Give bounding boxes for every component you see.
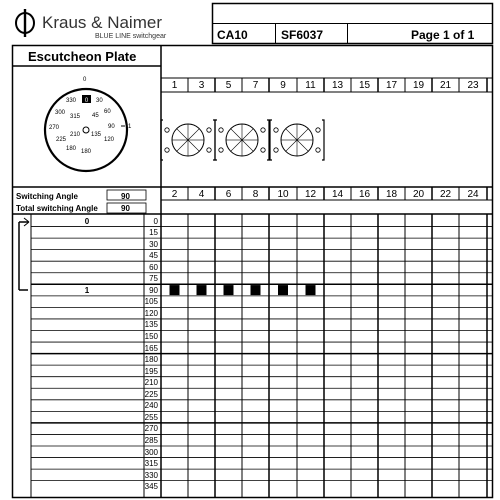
- terminal-bottom-20: 20: [412, 189, 425, 200]
- position-angle-60: 60: [149, 262, 158, 272]
- total-switching-angle-label: Total switching Angle: [16, 204, 98, 213]
- terminal-bottom-14: 14: [331, 189, 344, 200]
- terminal-top-3: 3: [198, 80, 205, 91]
- dial-label-45: 45: [92, 113, 99, 119]
- terminal-top-9: 9: [280, 80, 286, 91]
- position-angle-285: 285: [144, 435, 158, 445]
- position-angle-195: 195: [144, 366, 158, 376]
- position-angle-150: 150: [144, 332, 158, 341]
- position-name-1: 1: [84, 285, 90, 295]
- terminal-bottom-24: 24: [467, 189, 479, 200]
- terminal-bottom-6: 6: [225, 189, 232, 200]
- dial-label-135: 135: [91, 132, 102, 138]
- position-angle-165: 165: [144, 343, 158, 353]
- dial-position-1: 1: [128, 124, 132, 130]
- terminal-bottom-2: 2: [171, 189, 178, 200]
- terminal-top-21: 21: [439, 80, 452, 91]
- position-angle-330: 330: [144, 470, 158, 480]
- terminal-top-23: 23: [467, 80, 479, 91]
- escutcheon-title: Escutcheon Plate: [28, 49, 137, 64]
- dial-label-0: 0: [83, 77, 87, 83]
- contact-closed-1: [197, 285, 207, 295]
- switching-angle-label: Switching Angle: [16, 192, 78, 201]
- contact-closed-5: [306, 285, 316, 295]
- terminal-top-5: 5: [225, 80, 232, 91]
- position-angle-30: 30: [149, 239, 158, 249]
- svg-text:0: 0: [84, 98, 89, 104]
- position-angle-90: 90: [149, 285, 158, 295]
- brand-logo: [14, 8, 36, 38]
- escutcheon-dial: [20, 72, 160, 192]
- position-angle-225: 225: [144, 389, 158, 399]
- page-indicator: Page 1 of 1: [411, 28, 475, 42]
- terminal-top-7: 7: [252, 80, 259, 91]
- model-number: CA10: [217, 28, 248, 42]
- position-angle-210: 210: [144, 378, 158, 388]
- position-angle-120: 120: [144, 308, 158, 318]
- dial-label-240: 225: [56, 137, 67, 143]
- contact-closed-2: [224, 285, 234, 295]
- position-angle-345: 345: [144, 482, 158, 492]
- brand-name: Kraus & Naimer: [42, 13, 162, 32]
- dial-label-60: 60: [104, 109, 111, 115]
- contact-closed-3: [251, 285, 261, 295]
- terminal-bottom-10: 10: [277, 189, 289, 200]
- position-angle-75: 75: [149, 274, 158, 284]
- contact-closed-0: [170, 285, 180, 295]
- terminal-top-13: 13: [331, 80, 344, 91]
- position-angle-255: 255: [144, 412, 158, 422]
- switching-angle-value: 90: [121, 192, 130, 201]
- contact-block-icon-0: [161, 120, 215, 160]
- contact-block-icon-1: [215, 120, 269, 160]
- dial-label-315: 315: [70, 114, 81, 120]
- terminal-bottom-16: 16: [358, 189, 371, 200]
- position-angle-300: 300: [144, 447, 158, 457]
- brand-subtitle: BLUE LINE switchgear: [95, 33, 167, 40]
- dial-label-180: 180: [81, 149, 92, 155]
- terminal-bottom-4: 4: [198, 189, 205, 200]
- position-name-0: 0: [84, 216, 90, 226]
- dial-label-270: 270: [49, 125, 60, 131]
- position-angle-180: 180: [144, 355, 158, 365]
- position-angle-105: 105: [144, 297, 158, 307]
- code-number: SF6037: [281, 28, 324, 42]
- terminal-top-15: 15: [358, 80, 371, 91]
- dial-label-330: 330: [66, 98, 77, 104]
- position-angle-0: 0: [153, 216, 158, 226]
- position-angle-240: 240: [144, 401, 158, 411]
- dial-label-30: 30: [96, 98, 103, 104]
- dial-icon: [20, 72, 160, 192]
- terminal-top-11: 11: [305, 80, 316, 91]
- position-angle-15: 15: [149, 228, 158, 238]
- terminal-top-1: 1: [171, 80, 178, 91]
- terminal-bottom-18: 18: [385, 189, 398, 200]
- terminal-bottom-22: 22: [439, 189, 452, 200]
- logo-phi-icon: [14, 8, 36, 38]
- contact-closed-4: [278, 285, 288, 295]
- dial-label-225: 210: [70, 132, 81, 138]
- position-angle-315: 315: [144, 459, 158, 469]
- terminal-top-19: 19: [412, 80, 425, 91]
- terminal-bottom-12: 12: [304, 189, 317, 200]
- position-angle-45: 45: [149, 251, 158, 261]
- dial-label-120: 120: [104, 137, 115, 143]
- total-switching-angle-value: 90: [121, 204, 130, 213]
- dial-label-210: 180: [66, 146, 77, 152]
- dial-label-90: 90: [108, 124, 115, 130]
- dial-label-300: 300: [55, 110, 66, 116]
- position-angle-135: 135: [144, 320, 158, 330]
- terminal-top-17: 17: [385, 80, 398, 91]
- contact-block-icon-2: [270, 120, 324, 160]
- position-angle-270: 270: [144, 424, 158, 434]
- terminal-bottom-8: 8: [252, 189, 259, 200]
